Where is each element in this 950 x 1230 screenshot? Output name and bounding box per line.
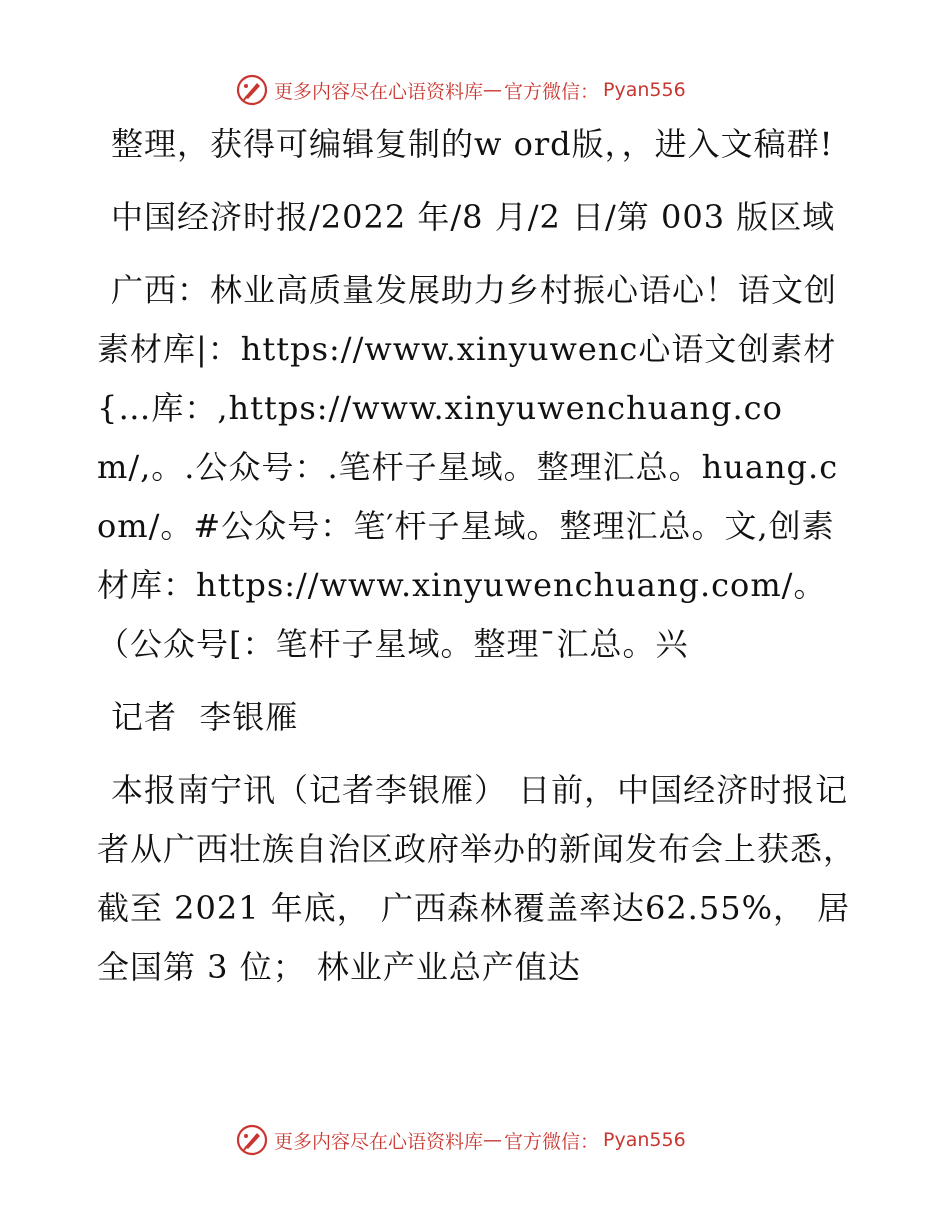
document-body (97, 115, 868, 1011)
footer-watermark (236, 1123, 756, 1157)
watermark-label: 官方微信： (504, 1130, 600, 1153)
watermark-handle: Pyan556 (603, 79, 686, 101)
paragraph-body: 本报南宁讯（记者李银雁） 日前，中国经济时报记者从广西壮族自治区政府举办的新闻发布会上获悉， 截至 2021 年底， 广西森林覆盖率达62.55%， 居全国第 3 位； 林业产业总产值达 (97, 771, 868, 986)
paragraph-byline: 记者 李银雁 (111, 698, 299, 736)
header-watermark (236, 73, 756, 107)
watermark-label: 官方微信： (504, 80, 600, 103)
watermark-separator: — (483, 79, 503, 101)
watermark-separator: — (483, 1129, 503, 1151)
paragraph-intro: 整理，获得可编辑复制的w ord版，，进入文稿群! (111, 125, 834, 163)
quill-pen-logo-icon (236, 74, 268, 106)
paragraph-source: 中国经济时报/2022 年/8 月/2 日/第 003 版区域 (111, 198, 836, 236)
watermark-text: 更多内容尽在心语资料库 (274, 80, 484, 103)
watermark-handle: Pyan556 (603, 1129, 686, 1151)
paragraph-headline: 广西：林业高质量发展助力乡村振心语心！语文创素材库|：https://www.xinyuwenc心语文创素材{…库：,https://www.xinyuwenchuang.com/,。.公众号：.笔杆子星域。整理汇总。huang.com/。#公众号：笔′杆子星域。整理汇总。文,创素材库：https://www.xinyuwenchuang.com/。（公众号[：笔杆子星域。整理¯汇总。兴 (97, 271, 839, 663)
watermark-text: 更多内容尽在心语资料库 (274, 1130, 484, 1153)
quill-pen-logo-icon (236, 1124, 268, 1156)
